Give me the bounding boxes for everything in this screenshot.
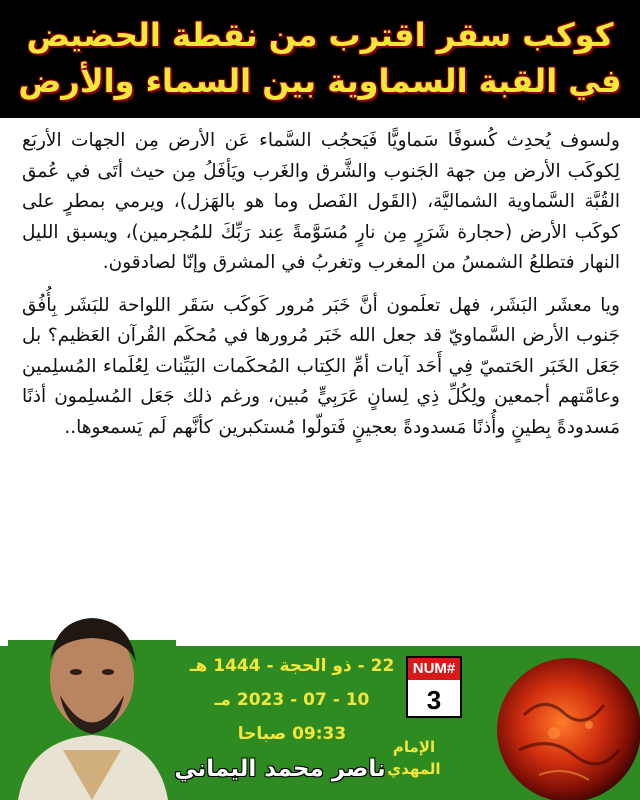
author-title-line-1: الإمام [392,738,436,756]
post-time: 09:33 صباحا [237,724,347,744]
page-header [0,0,640,118]
hijri-date: 22 - ذو الحجة - 1444 هـ [189,656,395,676]
author-title-line-2: المهدي [387,760,441,778]
article-paragraph-1: ولسوف يُحدِث كُسوفًا سَماويًّا فَيَحجُب السَّماء عَن الأرض مِن الجهات الأربَع لِكوكَب الأرض مِن جهة الجَنوب والشَّرق والغَرب ويَأفَلُ مِن حيث أتَى في عُمق القُبَّة السَّماوية الشماليَّة، (القَول الفَصل وما هو بالهَزل)، ويرمي بمطرٍ على كوكَب الأرض (حجارة شَرَرٍ مِن نارٍ مُسَوَّمةً عِند رَبِّكَ للمُجرمين)، ويسبق الليل النهار فتطلعُ الشمسُ من المغرب وتغربُ في المشرق وإنّا لصادقون. [22,130,620,273]
article-body [22,126,620,455]
article-paragraph-2: ويا معشَر البَشَر، فهل تعلَمون أنَّ خَبَر مُرور كَوكَب سَقَر اللواحة للبَشَر بِأُفُق جَنوب الأرض السَّماويّ قد جعل الله خَبَر مُرورها في مُحكَم القُرآن العَظيم؟ بل جَعَل الخَبَر الحَتميّ فِي أَحَد آيات أمِّ الكِتاب المُحكَمات البَيِّنات لِعُلَماء المُسلِمين وعامَّتهم أجمعين ولِكُلِّ ذِي لِسانٍ عَرَبِيٍّ مُبين، ورغم ذلك جَعَل المُسلِمون أذنًا مَسدودةً بِطينٍ وأُذنًا مَسدودةً بعجينٍ فَتولّوا مُستكبرين كأنَّهم لَم يَسمعوها.. [22,294,620,438]
gregorian-date: 10 - 07 - 2023 مـ [214,690,370,710]
num-label: NUM# [408,658,460,680]
author-title [384,736,444,780]
num-value: 3 [426,685,442,715]
author-portrait-image [8,600,176,800]
header-title-line-1: كوكب سقر اقترب من نقطة الحضيض [26,16,614,54]
author-name: ناصر محمد اليماني [174,756,386,782]
header-title-line-2: في القبة السماوية بين السماء والأرض [18,62,622,100]
red-planet-image [494,655,640,800]
issue-number-badge [406,656,462,718]
